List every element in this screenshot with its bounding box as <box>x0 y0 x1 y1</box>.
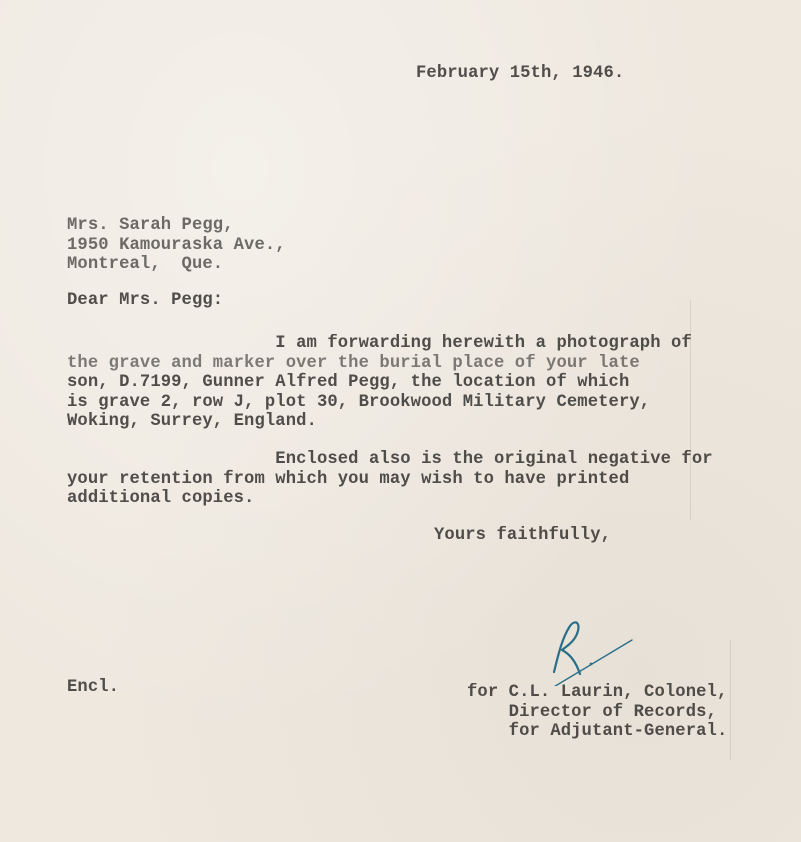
paragraph-line: the grave and marker over the burial place of your late <box>67 353 640 373</box>
paragraph-2 <box>67 450 713 509</box>
paper-crease <box>730 640 731 760</box>
recipient-city: Montreal, Que. <box>67 255 224 274</box>
signature-block <box>467 683 727 742</box>
paragraph-line: your retention from which you may wish to have printed <box>67 469 630 489</box>
paragraph-line: I am forwarding herewith a photograph of <box>67 334 692 353</box>
salutation: Dear Mrs. Pegg: <box>67 291 224 310</box>
paragraph-line: is grave 2, row J, plot 30, Brookwood Military Cemetery, <box>67 392 651 412</box>
enclosure-note: Encl. <box>67 678 120 697</box>
closing: Yours faithfully, <box>434 526 612 545</box>
handwritten-signature-icon <box>540 616 650 686</box>
paragraph-line: additional copies. <box>67 489 255 508</box>
paragraph-line: Enclosed also is the original negative for <box>67 450 713 469</box>
paragraph-line: Woking, Surrey, England. <box>67 412 317 431</box>
paragraph-1 <box>67 334 692 432</box>
recipient-name: Mrs. Sarah Pegg, <box>67 216 234 235</box>
recipient-street: 1950 Kamouraska Ave., <box>67 235 286 255</box>
letter-date: February 15th, 1946. <box>416 64 625 83</box>
paragraph-line: son, D.7199, Gunner Alfred Pegg, the location of which <box>67 373 630 392</box>
signatory-line: for C.L. Laurin, Colonel, <box>467 683 728 702</box>
recipient-address <box>67 216 286 275</box>
signatory-title: Director of Records, <box>467 702 717 722</box>
signatory-authority: for Adjutant-General. <box>467 722 728 741</box>
